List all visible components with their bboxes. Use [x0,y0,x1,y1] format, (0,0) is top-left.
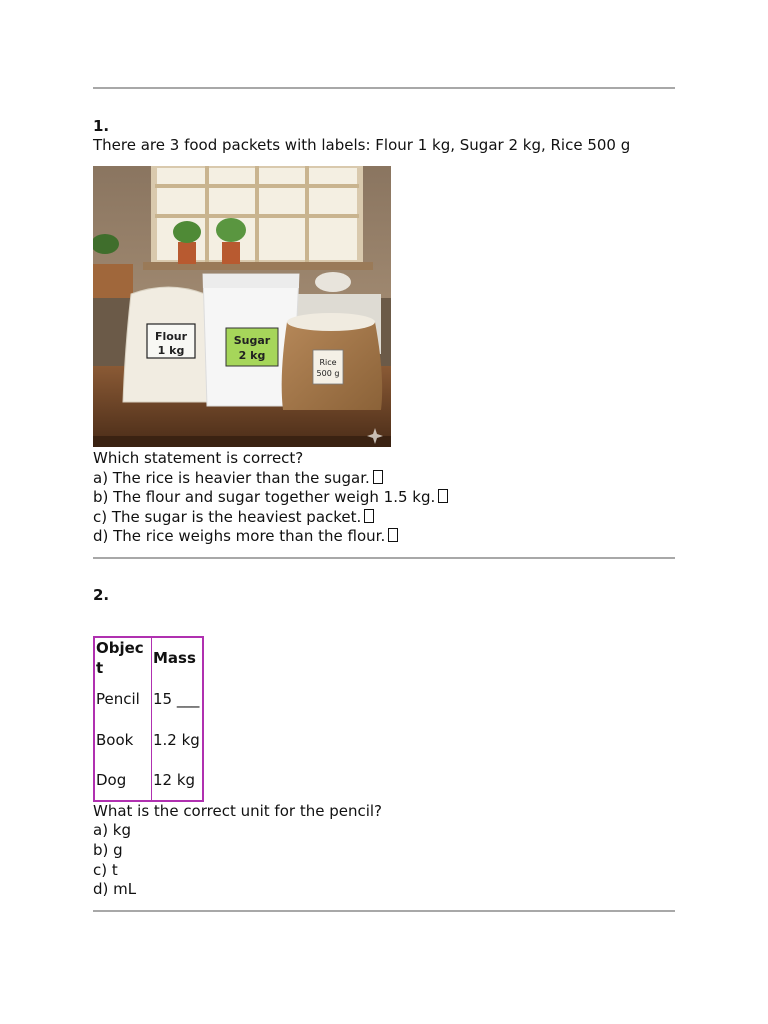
question-1-prompt: There are 3 food packets with labels: Flour 1 kg, Sugar 2 kg, Rice 500 g [93,136,631,154]
question-1-number: 1. [93,117,110,135]
divider-top [93,87,675,89]
table-cell: 15 ___ [152,678,204,719]
divider-middle [93,557,675,559]
food-packets-photo [93,166,391,447]
question-2-question: What is the correct unit for the pencil? [93,802,383,820]
table-cell: Dog [94,760,152,801]
table-cell: Pencil [94,678,152,719]
sugar-label-mass: 2 kg [238,349,266,362]
flour-label-name: Flour [154,330,188,343]
question-2-option-a[interactable]: a) kg [93,821,132,839]
table-header-mass: Mass [152,637,204,678]
question-2-option-d[interactable]: d) mL [93,880,137,898]
question-2-option-b[interactable]: b) g [93,841,123,859]
mass-table [93,636,204,802]
question-2-number: 2. [93,586,110,604]
checkbox-icon [388,528,398,542]
divider-bottom [93,910,675,912]
table-cell: Book [94,719,152,760]
question-1-option-c[interactable]: c) The sugar is the heaviest packet. [93,507,374,527]
rice-label-name: Rice [319,358,337,367]
question-2-option-c[interactable]: c) t [93,861,118,879]
checkbox-icon [373,470,383,484]
question-1-option-b[interactable]: b) The flour and sugar together weigh 1.5 kg. [93,487,448,507]
rice-label-mass: 500 g [316,369,340,378]
checkbox-icon [438,489,448,503]
sugar-label-name: Sugar [233,334,271,347]
question-1-question: Which statement is correct? [93,449,304,467]
question-1-option-d[interactable]: d) The rice weighs more than the flour. [93,526,398,546]
table-cell: 1.2 kg [152,719,204,760]
table-header-object: Object [94,637,152,678]
checkbox-icon [364,509,374,523]
question-1-option-a[interactable]: a) The rice is heavier than the sugar. [93,468,383,488]
flour-label-mass: 1 kg [157,344,185,357]
table-cell: 12 kg [152,760,204,801]
